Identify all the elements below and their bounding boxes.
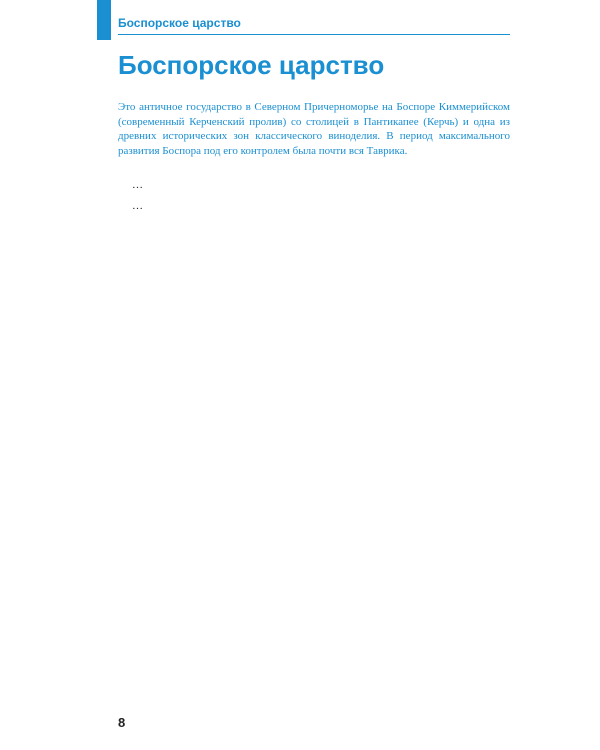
body-text — [118, 178, 510, 219]
page-title: Боспорское царство — [118, 50, 385, 80]
running-header: Боспорское царство — [118, 16, 510, 35]
page-number: 8 — [118, 715, 126, 730]
body-paragraph-2: … — [132, 199, 143, 212]
lead-paragraph: Это античное государство в Северном Причерноморье на Боспоре Киммерийском (современный Керченский пролив) со столицей в Пантикапее (Керчь) и одна из древних исторических зон классического виноделия. В период максимального развития Боспора под его контролем была почти вся Таврика. — [118, 101, 510, 157]
body-paragraph-1: … — [132, 179, 143, 191]
accent-stripe — [97, 0, 111, 40]
